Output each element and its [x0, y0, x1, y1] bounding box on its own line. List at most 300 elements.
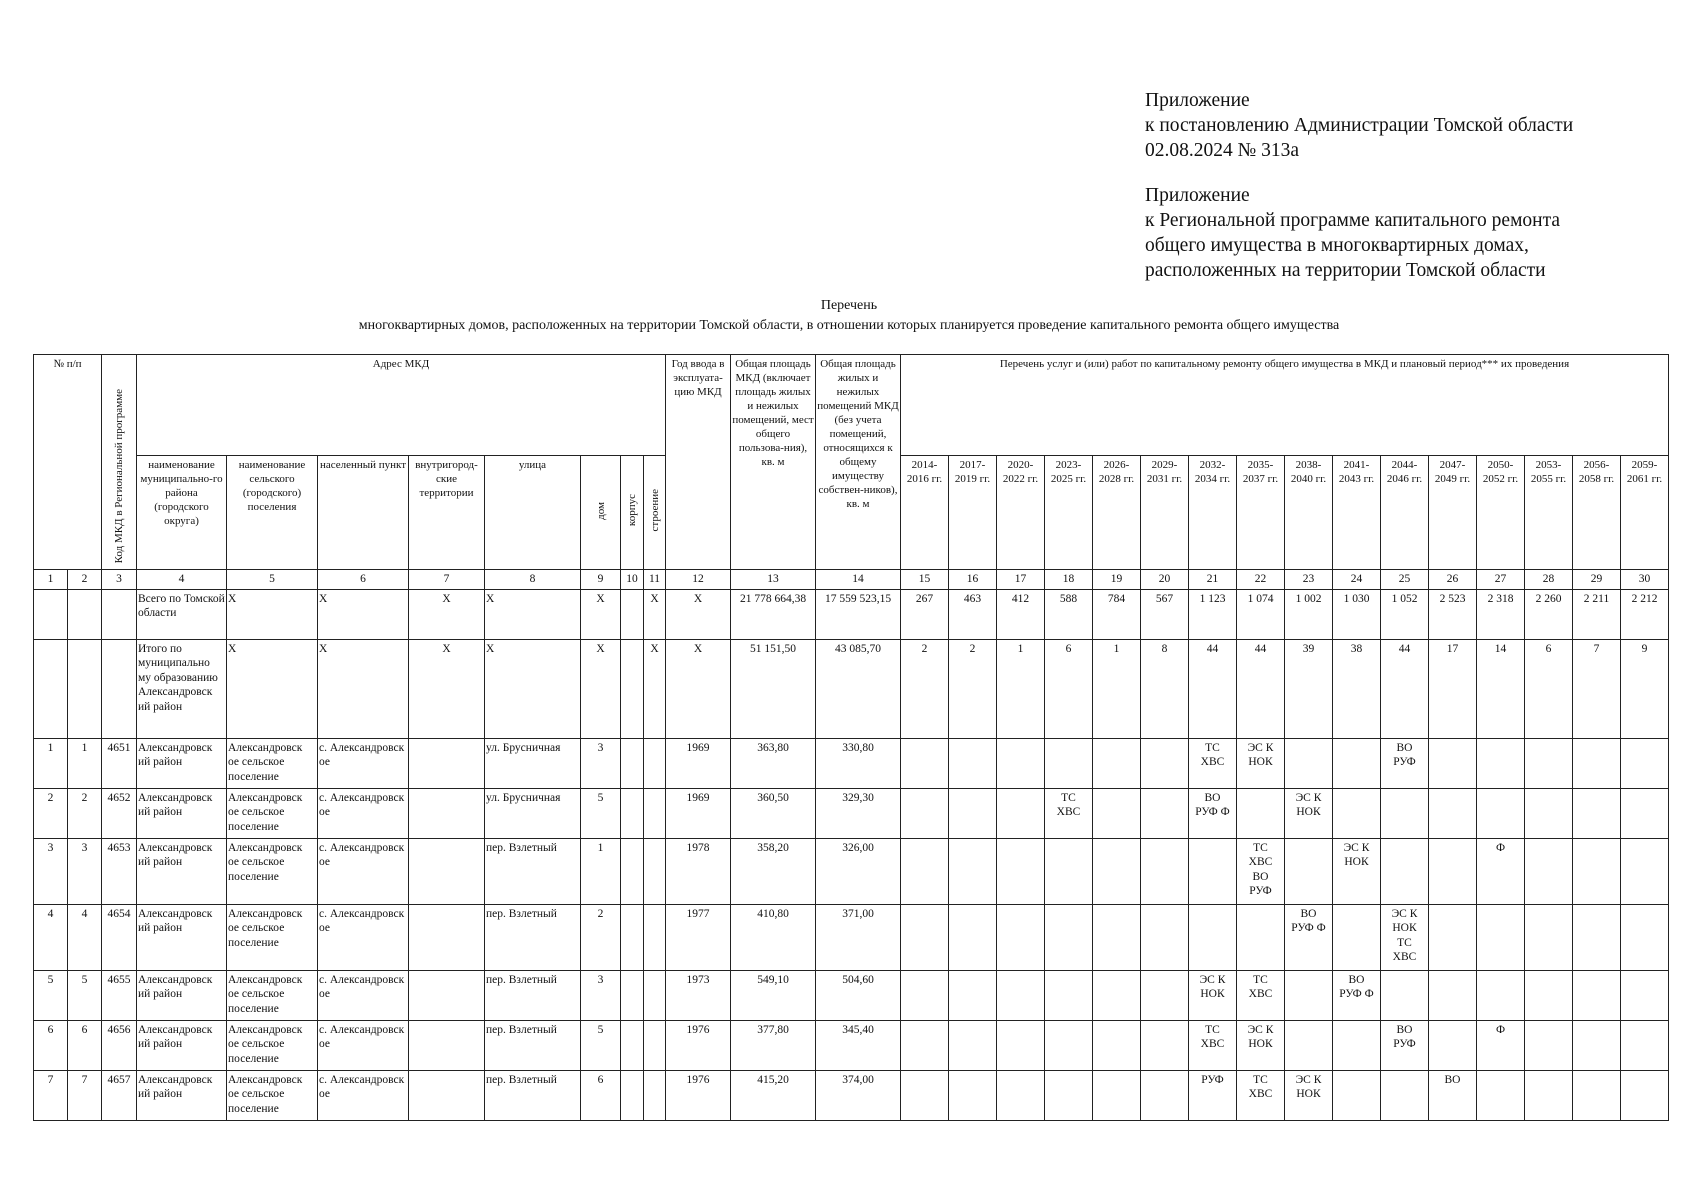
- row-period-work: [1573, 1020, 1621, 1070]
- row-period-work: 39: [1285, 639, 1333, 738]
- row-house: 6: [581, 1070, 621, 1120]
- row-street: пер. Взлетный: [485, 1070, 581, 1120]
- row-period-work: [1429, 1020, 1477, 1070]
- row-period-work: [1141, 738, 1189, 788]
- row-period-work: [949, 738, 997, 788]
- row-house: Х: [581, 589, 621, 639]
- row-intracity: [409, 1070, 485, 1120]
- appendix-program-line4: расположенных на территории Томской области: [1145, 260, 1546, 281]
- row-living-area: 345,40: [816, 1020, 901, 1070]
- row-period-work: ТС ХВС: [1189, 1020, 1237, 1070]
- row-period-work: [997, 838, 1045, 904]
- row-building: [621, 904, 644, 970]
- header-period: 2026-2028 гг.: [1093, 456, 1141, 570]
- row-period-work: ВО: [1429, 1070, 1477, 1120]
- row-code: 4657: [102, 1070, 137, 1120]
- row-period-work: ЭС К НОК: [1333, 838, 1381, 904]
- row-period-work: [1093, 1020, 1141, 1070]
- houses-table: [33, 354, 1669, 1121]
- row-period-work: [949, 904, 997, 970]
- row-period-work: [1525, 904, 1573, 970]
- row-period-work: 14: [1477, 639, 1525, 738]
- header-period: 2017-2019 гг.: [949, 456, 997, 570]
- row-building: [621, 788, 644, 838]
- row-period-work: [1333, 1070, 1381, 1120]
- table-row: [34, 589, 1669, 639]
- header-period: 2044-2046 гг.: [1381, 456, 1429, 570]
- row-municipality: Итого по муниципально му образованию Александровск ий район: [137, 639, 227, 738]
- row-period-work: [1333, 904, 1381, 970]
- row-period-work: [1573, 738, 1621, 788]
- column-number: 10: [621, 570, 644, 590]
- row-structure: [644, 788, 666, 838]
- row-period-work: [1189, 838, 1237, 904]
- row-period-work: [997, 904, 1045, 970]
- header-municipality: наименование муниципально-го района (городского округа): [137, 456, 227, 570]
- row-locality: с. Александровск ое: [318, 838, 409, 904]
- row-house: Х: [581, 639, 621, 738]
- row-period-work: [1573, 970, 1621, 1020]
- column-number: 9: [581, 570, 621, 590]
- row-period-work: [1093, 838, 1141, 904]
- column-number: 4: [137, 570, 227, 590]
- row-locality: Х: [318, 639, 409, 738]
- header-works: Перечень услуг и (или) работ по капитальному ремонту общего имущества в МКД и плановый период*** их проведения: [901, 355, 1669, 456]
- row-municipality: Александровск ий район: [137, 738, 227, 788]
- row-period-work: [1477, 788, 1525, 838]
- row-living-area: 43 085,70: [816, 639, 901, 738]
- row-intracity: [409, 970, 485, 1020]
- row-period-work: [1429, 738, 1477, 788]
- row-total-area: 377,80: [731, 1020, 816, 1070]
- row-num: 5: [34, 970, 68, 1020]
- row-municipality: Александровск ий район: [137, 1020, 227, 1070]
- row-structure: [644, 1070, 666, 1120]
- header-total-area: Общая площадь МКД (включает площадь жилых и нежилых помещений, мест общего пользова-ния), кв. м: [731, 355, 816, 570]
- column-number: 14: [816, 570, 901, 590]
- appendix-program-line1: Приложение: [1145, 185, 1250, 206]
- row-period-work: 2 318: [1477, 589, 1525, 639]
- row-num: 1: [34, 738, 68, 788]
- row-period-work: [1573, 838, 1621, 904]
- row-period-work: 1: [1093, 639, 1141, 738]
- appendix-program: [1145, 183, 1685, 283]
- row-period-work: [1621, 904, 1669, 970]
- column-number: 27: [1477, 570, 1525, 590]
- table-row: [34, 788, 1669, 838]
- row-building: [621, 639, 644, 738]
- header-period: 2050-2052 гг.: [1477, 456, 1525, 570]
- row-municipality: Александровск ий район: [137, 904, 227, 970]
- column-number: 6: [318, 570, 409, 590]
- column-number: 16: [949, 570, 997, 590]
- row-building: [621, 589, 644, 639]
- table-row: [34, 970, 1669, 1020]
- row-period-work: [1141, 970, 1189, 1020]
- row-living-area: 329,30: [816, 788, 901, 838]
- row-total-area: 415,20: [731, 1070, 816, 1120]
- row-municipality: Всего по Томской области: [137, 589, 227, 639]
- row-period-work: Ф: [1477, 1020, 1525, 1070]
- row-period-work: [1093, 970, 1141, 1020]
- header-period: 2041-2043 гг.: [1333, 456, 1381, 570]
- row-period-work: [1141, 788, 1189, 838]
- row-year: 1973: [666, 970, 731, 1020]
- row-code: 4654: [102, 904, 137, 970]
- row-year: Х: [666, 639, 731, 738]
- row-structure: [644, 970, 666, 1020]
- row-period-work: [1333, 1020, 1381, 1070]
- header-period: 2056-2058 гг.: [1573, 456, 1621, 570]
- row-structure: [644, 738, 666, 788]
- row-period-work: ВО РУФ Ф: [1333, 970, 1381, 1020]
- row-living-area: 371,00: [816, 904, 901, 970]
- row-period-work: [1285, 738, 1333, 788]
- column-number: 26: [1429, 570, 1477, 590]
- row-locality: с. Александровск ое: [318, 904, 409, 970]
- row-intracity: [409, 904, 485, 970]
- row-locality: с. Александровск ое: [318, 1020, 409, 1070]
- table-row: [34, 904, 1669, 970]
- row-living-area: 326,00: [816, 838, 901, 904]
- row-period-work: 588: [1045, 589, 1093, 639]
- appendix-resolution-line2: к постановлению Администрации Томской области: [1145, 115, 1574, 136]
- row-num-program: [68, 639, 102, 738]
- row-period-work: [1429, 904, 1477, 970]
- row-period-work: ТС ХВС: [1237, 1070, 1285, 1120]
- row-period-work: [1285, 970, 1333, 1020]
- row-house: 1: [581, 838, 621, 904]
- row-period-work: ВО РУФ Ф: [1189, 788, 1237, 838]
- row-year: 1976: [666, 1020, 731, 1070]
- column-number: 5: [227, 570, 318, 590]
- row-total-area: 358,20: [731, 838, 816, 904]
- row-period-work: [1621, 1020, 1669, 1070]
- row-building: [621, 738, 644, 788]
- row-period-work: 1 123: [1189, 589, 1237, 639]
- row-structure: [644, 838, 666, 904]
- row-total-area: 410,80: [731, 904, 816, 970]
- column-number: 24: [1333, 570, 1381, 590]
- row-period-work: [1429, 970, 1477, 1020]
- row-num-program: 6: [68, 1020, 102, 1070]
- row-period-work: [1525, 1020, 1573, 1070]
- row-year: Х: [666, 589, 731, 639]
- row-municipality: Александровск ий район: [137, 838, 227, 904]
- row-period-work: ТС ХВС ВО РУФ: [1237, 838, 1285, 904]
- row-intracity: [409, 788, 485, 838]
- row-period-work: [997, 738, 1045, 788]
- row-code: 4653: [102, 838, 137, 904]
- row-intracity: Х: [409, 639, 485, 738]
- row-building: [621, 970, 644, 1020]
- table-row: [34, 838, 1669, 904]
- row-period-work: ТС ХВС: [1045, 788, 1093, 838]
- row-municipality: Александровск ий район: [137, 788, 227, 838]
- row-period-work: 44: [1381, 639, 1429, 738]
- row-period-work: 2 523: [1429, 589, 1477, 639]
- column-number: 22: [1237, 570, 1285, 590]
- column-number-row: [34, 570, 1669, 590]
- row-intracity: [409, 838, 485, 904]
- row-period-work: 1 074: [1237, 589, 1285, 639]
- row-period-work: [901, 970, 949, 1020]
- column-number: 18: [1045, 570, 1093, 590]
- row-period-work: [1477, 1070, 1525, 1120]
- row-code: 4655: [102, 970, 137, 1020]
- row-period-work: 2 212: [1621, 589, 1669, 639]
- row-period-work: [901, 1020, 949, 1070]
- row-total-area: 363,80: [731, 738, 816, 788]
- row-period-work: [1381, 1070, 1429, 1120]
- header-code-text: Код МКД в Региональной программе: [113, 388, 125, 563]
- row-house: 3: [581, 970, 621, 1020]
- column-number: 8: [485, 570, 581, 590]
- column-number: 29: [1573, 570, 1621, 590]
- row-year: 1976: [666, 1070, 731, 1120]
- table-row: [34, 1020, 1669, 1070]
- column-number: 7: [409, 570, 485, 590]
- row-period-work: [1045, 1020, 1093, 1070]
- row-period-work: [1525, 970, 1573, 1020]
- row-period-work: [1477, 970, 1525, 1020]
- appendix-program-line2: к Региональной программе капитального ремонта: [1145, 210, 1561, 231]
- row-period-work: [1477, 738, 1525, 788]
- row-period-work: ТС ХВС: [1189, 738, 1237, 788]
- row-total-area: 21 778 664,38: [731, 589, 816, 639]
- row-living-area: 17 559 523,15: [816, 589, 901, 639]
- row-period-work: 6: [1045, 639, 1093, 738]
- row-settlement: Х: [227, 589, 318, 639]
- header-code: [102, 355, 137, 570]
- header-period: 2023-2025 гг.: [1045, 456, 1093, 570]
- row-period-work: [1429, 788, 1477, 838]
- row-num-program: [68, 589, 102, 639]
- row-street: пер. Взлетный: [485, 838, 581, 904]
- row-period-work: 44: [1237, 639, 1285, 738]
- header-period: 2053-2055 гг.: [1525, 456, 1573, 570]
- row-locality: с. Александровск ое: [318, 788, 409, 838]
- header-period: 2014-2016 гг.: [901, 456, 949, 570]
- column-number: 21: [1189, 570, 1237, 590]
- row-period-work: [1525, 1070, 1573, 1120]
- row-total-area: 360,50: [731, 788, 816, 838]
- row-period-work: 567: [1141, 589, 1189, 639]
- row-num-program: 7: [68, 1070, 102, 1120]
- row-period-work: [997, 788, 1045, 838]
- row-locality: с. Александровск ое: [318, 738, 409, 788]
- column-number: 17: [997, 570, 1045, 590]
- column-number: 30: [1621, 570, 1669, 590]
- row-num-program: 2: [68, 788, 102, 838]
- row-period-work: [1045, 838, 1093, 904]
- row-period-work: [1573, 788, 1621, 838]
- row-period-work: [949, 1020, 997, 1070]
- row-house: 5: [581, 788, 621, 838]
- header-num: № п/п: [34, 355, 102, 570]
- row-period-work: [1093, 738, 1141, 788]
- row-year: 1969: [666, 788, 731, 838]
- row-period-work: 1 030: [1333, 589, 1381, 639]
- row-house: 3: [581, 738, 621, 788]
- row-period-work: ВО РУФ: [1381, 738, 1429, 788]
- column-number: 28: [1525, 570, 1573, 590]
- row-num: 7: [34, 1070, 68, 1120]
- row-settlement: Александровск ое сельское поселение: [227, 788, 318, 838]
- row-period-work: [1621, 738, 1669, 788]
- row-period-work: [1093, 788, 1141, 838]
- row-street: ул. Брусничная: [485, 738, 581, 788]
- header-structure: [644, 456, 666, 570]
- row-street: пер. Взлетный: [485, 970, 581, 1020]
- row-municipality: Александровск ий район: [137, 1070, 227, 1120]
- row-period-work: Ф: [1477, 838, 1525, 904]
- row-period-work: 2: [901, 639, 949, 738]
- row-settlement: Х: [227, 639, 318, 738]
- row-period-work: 784: [1093, 589, 1141, 639]
- row-period-work: РУФ: [1189, 1070, 1237, 1120]
- row-living-area: 330,80: [816, 738, 901, 788]
- row-num-program: 4: [68, 904, 102, 970]
- row-period-work: 2 211: [1573, 589, 1621, 639]
- row-num: 2: [34, 788, 68, 838]
- row-period-work: [901, 738, 949, 788]
- row-period-work: [997, 1020, 1045, 1070]
- row-intracity: [409, 738, 485, 788]
- row-period-work: [1381, 788, 1429, 838]
- appendix-program-line3: общего имущества в многоквартирных домах,: [1145, 235, 1529, 256]
- row-year: 1969: [666, 738, 731, 788]
- row-code: 4651: [102, 738, 137, 788]
- row-period-work: [901, 904, 949, 970]
- row-num: 6: [34, 1020, 68, 1070]
- row-period-work: [1237, 788, 1285, 838]
- header-structure-text: строение: [648, 489, 661, 532]
- column-number: 25: [1381, 570, 1429, 590]
- row-structure: Х: [644, 639, 666, 738]
- row-period-work: 38: [1333, 639, 1381, 738]
- row-total-area: 549,10: [731, 970, 816, 1020]
- row-locality: Х: [318, 589, 409, 639]
- row-period-work: [1429, 838, 1477, 904]
- row-period-work: 8: [1141, 639, 1189, 738]
- row-num-program: 3: [68, 838, 102, 904]
- row-year: 1977: [666, 904, 731, 970]
- row-structure: Х: [644, 589, 666, 639]
- row-living-area: 374,00: [816, 1070, 901, 1120]
- row-building: [621, 1020, 644, 1070]
- row-house: 5: [581, 1020, 621, 1070]
- row-period-work: 1 052: [1381, 589, 1429, 639]
- row-building: [621, 838, 644, 904]
- column-number: 1: [34, 570, 68, 590]
- row-settlement: Александровск ое сельское поселение: [227, 838, 318, 904]
- header-building: [621, 456, 644, 570]
- row-street: ул. Брусничная: [485, 788, 581, 838]
- row-period-work: [1045, 1070, 1093, 1120]
- header-row-1: [34, 355, 1669, 456]
- header-period: 2047-2049 гг.: [1429, 456, 1477, 570]
- row-period-work: [1285, 1020, 1333, 1070]
- column-number: 13: [731, 570, 816, 590]
- row-settlement: Александровск ое сельское поселение: [227, 904, 318, 970]
- row-period-work: [1525, 788, 1573, 838]
- row-period-work: ЭС К НОК: [1237, 738, 1285, 788]
- row-period-work: 1 002: [1285, 589, 1333, 639]
- appendix-resolution: [1145, 88, 1685, 163]
- row-period-work: [1141, 1020, 1189, 1070]
- header-street: улица: [485, 456, 581, 570]
- table-row: [34, 738, 1669, 788]
- row-period-work: [1573, 1070, 1621, 1120]
- row-period-work: ЭС К НОК: [1285, 1070, 1333, 1120]
- table-row: [34, 1070, 1669, 1120]
- header-period: 2029-2031 гг.: [1141, 456, 1189, 570]
- row-period-work: [901, 838, 949, 904]
- header-settlement: наименование сельского (городского) поселения: [227, 456, 318, 570]
- row-code: [102, 589, 137, 639]
- row-period-work: [1621, 788, 1669, 838]
- column-number: 19: [1093, 570, 1141, 590]
- row-period-work: ЭС К НОК: [1189, 970, 1237, 1020]
- row-period-work: [949, 838, 997, 904]
- row-num-program: 5: [68, 970, 102, 1020]
- row-period-work: [997, 1070, 1045, 1120]
- row-period-work: [1477, 904, 1525, 970]
- row-period-work: 9: [1621, 639, 1669, 738]
- document-subtitle: многоквартирных домов, расположенных на территории Томской области, в отношении которых планируется проведение капитального ремонта общего имущества: [358, 318, 1340, 333]
- row-period-work: [1573, 904, 1621, 970]
- row-street: пер. Взлетный: [485, 1020, 581, 1070]
- row-period-work: [1093, 904, 1141, 970]
- row-code: 4652: [102, 788, 137, 838]
- appendix-resolution-line1: Приложение: [1145, 90, 1250, 111]
- row-period-work: [1093, 1070, 1141, 1120]
- row-period-work: [949, 788, 997, 838]
- header-period: 2035-2037 гг.: [1237, 456, 1285, 570]
- row-period-work: 1: [997, 639, 1045, 738]
- row-intracity: [409, 1020, 485, 1070]
- row-building: [621, 1070, 644, 1120]
- row-period-work: 412: [997, 589, 1045, 639]
- column-number: 3: [102, 570, 137, 590]
- column-number: 23: [1285, 570, 1333, 590]
- column-number: 12: [666, 570, 731, 590]
- row-period-work: [1333, 738, 1381, 788]
- row-period-work: ЭС К НОК: [1285, 788, 1333, 838]
- row-period-work: [1141, 904, 1189, 970]
- row-period-work: 2 260: [1525, 589, 1573, 639]
- header-living-area: Общая площадь жилых и нежилых помещений МКД (без учета помещений, относящихся к общему имуществу собствен-ников), кв. м: [816, 355, 901, 570]
- row-total-area: 51 151,50: [731, 639, 816, 738]
- row-period-work: [1381, 838, 1429, 904]
- row-period-work: [1285, 838, 1333, 904]
- column-number: 20: [1141, 570, 1189, 590]
- row-settlement: Александровск ое сельское поселение: [227, 738, 318, 788]
- row-period-work: [1381, 970, 1429, 1020]
- row-period-work: [949, 970, 997, 1020]
- row-period-work: [1141, 838, 1189, 904]
- row-year: 1978: [666, 838, 731, 904]
- row-period-work: ВО РУФ: [1381, 1020, 1429, 1070]
- row-locality: с. Александровск ое: [318, 970, 409, 1020]
- row-structure: [644, 904, 666, 970]
- document-title: Перечень: [820, 298, 878, 313]
- row-period-work: [1525, 738, 1573, 788]
- row-period-work: 17: [1429, 639, 1477, 738]
- row-settlement: Александровск ое сельское поселение: [227, 1020, 318, 1070]
- row-period-work: [1189, 904, 1237, 970]
